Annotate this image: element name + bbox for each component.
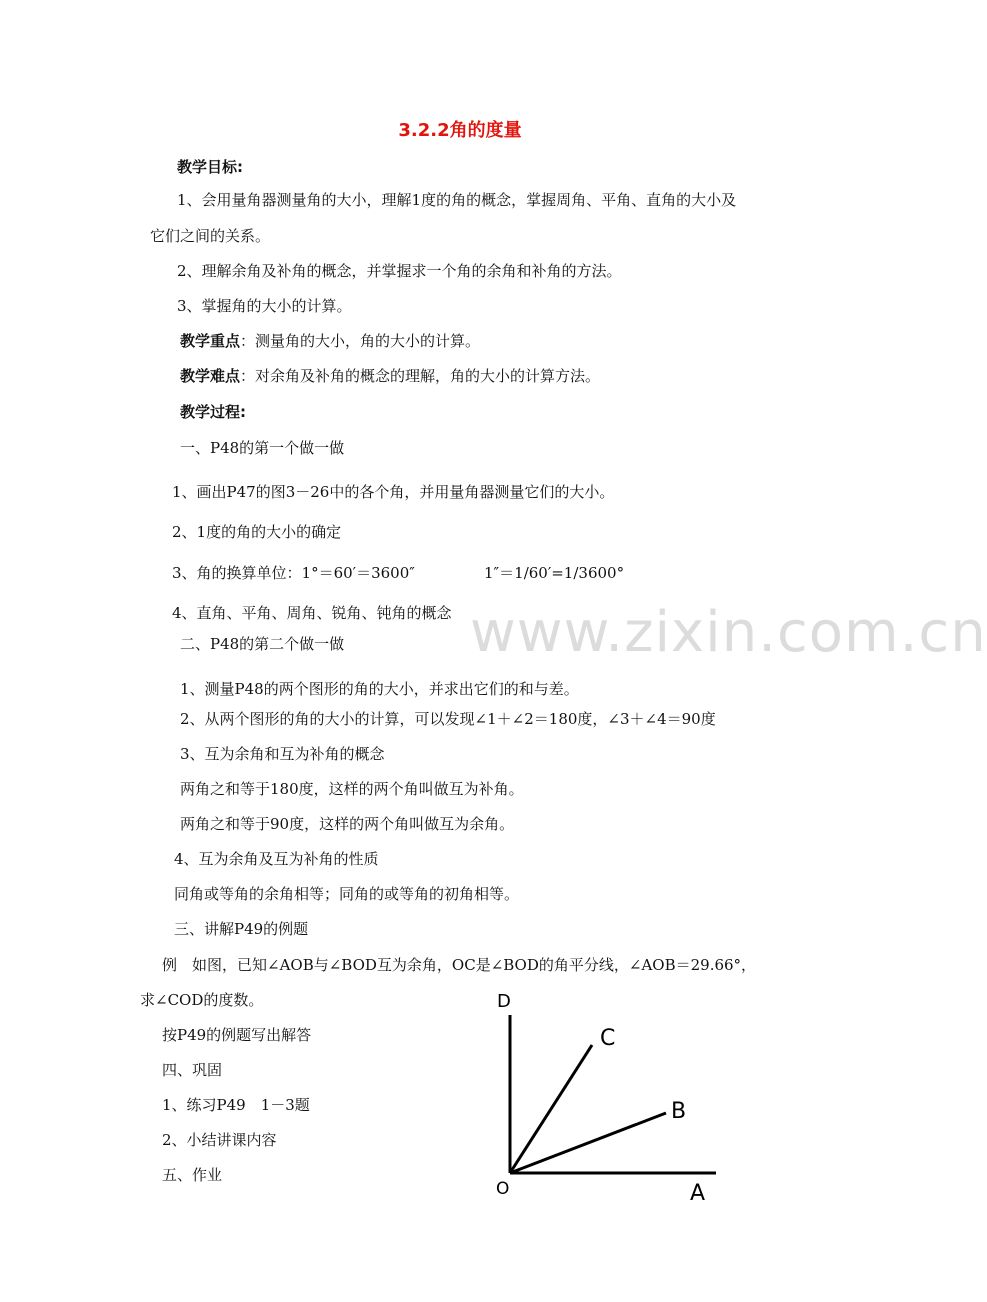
key-points (180, 331, 480, 351)
objective-1-line-1: 1、会用量角器测量角的大小，理解1度的角的概念，掌握周角、平角、直角的大小及 (177, 191, 737, 209)
section-2-item-3: 3、互为余角和互为补角的概念 (180, 745, 385, 763)
key-points-text: ：测量角的大小，角的大小的计算。 (240, 332, 481, 350)
label-c: C (600, 1026, 616, 1051)
section-4-item-2: 2、小结讲课内容 (162, 1131, 277, 1149)
objectives-heading: 教学目标: (177, 158, 243, 176)
section-1-title: 一、P48的第一个做一做 (180, 439, 345, 457)
ray-ob (510, 1113, 666, 1173)
section-4-title: 四、巩固 (162, 1061, 223, 1079)
example-answer: 按P49的例题写出解答 (162, 1026, 312, 1044)
ray-oc (510, 1045, 592, 1173)
label-a: A (690, 1181, 706, 1206)
section-2-item-4-line-1: 同角或等角的余角相等；同角的或等角的初角相等。 (174, 885, 520, 903)
section-1-item-4: 4、直角、平角、周角、锐角、钝角的概念 (172, 604, 452, 622)
section-2-item-3-line-1: 两角之和等于180度，这样的两个角叫做互为补角。 (180, 780, 524, 798)
section-2-item-1: 1、测量P48的两个图形的角的大小，并求出它们的和与差。 (180, 680, 579, 698)
difficulties (180, 366, 600, 386)
watermark: www.zixin.com.cn (470, 600, 987, 665)
objective-2: 2、理解余角及补角的概念，并掌握求一个角的余角和补角的方法。 (177, 262, 622, 280)
section-2-item-2: 2、从两个图形的角的大小的计算，可以发现∠1＋∠2＝180度，∠3＋∠4＝90度 (180, 710, 716, 728)
label-o: O (496, 1179, 510, 1199)
section-1-item-1: 1、画出P47的图3－26中的各个角，并用量角器测量它们的大小。 (172, 483, 615, 501)
section-1-item-3b: 1″＝1/60′=1/3600° (484, 564, 625, 582)
section-2-item-4: 4、互为余角及互为补角的性质 (174, 850, 379, 868)
label-d: D (497, 991, 511, 1012)
angle-figure (480, 985, 730, 1215)
section-1-item-2: 2、1度的角的大小的确定 (172, 523, 342, 541)
key-points-label: 教学重点 (180, 332, 241, 350)
objective-1-line-2: 它们之间的关系。 (150, 227, 271, 245)
difficulties-text: ：对余角及补角的概念的理解，角的大小的计算方法。 (240, 367, 601, 385)
section-1-item-3a: 3、角的换算单位：1°＝60′＝3600″ (172, 564, 415, 582)
difficulties-label: 教学难点 (180, 367, 241, 385)
document-title: 3.2.2角的度量 (398, 120, 522, 141)
process-heading: 教学过程: (180, 403, 246, 421)
section-5-title: 五、作业 (162, 1166, 223, 1184)
section-2-item-3-line-2: 两角之和等于90度，这样的两个角叫做互为余角。 (180, 815, 515, 833)
section-3-title: 三、讲解P49的例题 (174, 920, 309, 938)
section-4-item-1: 1、练习P49 1－3题 (162, 1096, 310, 1114)
label-b: B (671, 1099, 687, 1124)
section-2-title: 二、P48的第二个做一做 (180, 635, 345, 653)
objective-3: 3、掌握角的大小的计算。 (177, 297, 352, 315)
example-line-1: 例 如图，已知∠AOB与∠BOD互为余角，OC是∠BOD的角平分线，∠AOB＝29.66°， (162, 956, 757, 974)
example-line-2: 求∠COD的度数。 (140, 991, 264, 1009)
